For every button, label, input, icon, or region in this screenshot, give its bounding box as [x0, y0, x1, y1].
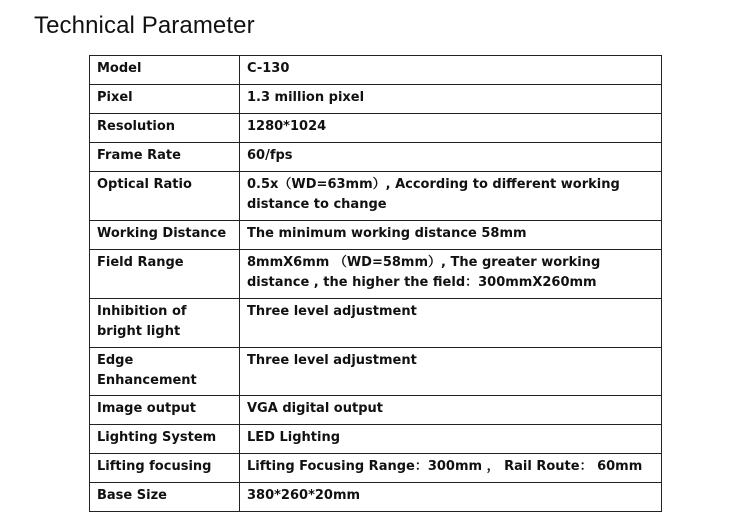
- param-name: Edge Enhancement: [90, 348, 240, 396]
- param-name: Model: [90, 56, 240, 85]
- param-value: Three level adjustment: [240, 299, 662, 348]
- table-row-pixel: [90, 85, 662, 114]
- param-name: Resolution: [90, 114, 240, 143]
- table-row-image-output: [90, 396, 662, 425]
- table-row-inhibition-of-bright-light: [90, 299, 662, 348]
- param-name: Pixel: [90, 85, 240, 114]
- param-value: 1.3 million pixel: [240, 85, 662, 114]
- param-value: LED Lighting: [240, 425, 662, 454]
- table-row-base-size: [90, 483, 662, 512]
- param-value: 8mmX6mm （WD=58mm）, The greater working distance , the higher the field：300mmX260mm: [240, 250, 662, 299]
- param-value: VGA digital output: [240, 396, 662, 425]
- param-name: Lifting focusing: [90, 454, 240, 483]
- table-row-edge-enhancement: [90, 348, 662, 396]
- table-row-optical-ratio: [90, 172, 662, 221]
- param-name: Image output: [90, 396, 240, 425]
- param-name: Lighting System: [90, 425, 240, 454]
- table-row-lighting-system: [90, 425, 662, 454]
- param-value: C-130: [240, 56, 662, 85]
- table-row-working-distance: [90, 221, 662, 250]
- param-value: 1280*1024: [240, 114, 662, 143]
- technical-parameter-table: [89, 55, 662, 512]
- page-title: Technical Parameter: [34, 12, 255, 39]
- param-value: 60/fps: [240, 143, 662, 172]
- param-name: Working Distance: [90, 221, 240, 250]
- table-row-frame-rate: [90, 143, 662, 172]
- param-value: Three level adjustment: [240, 348, 662, 396]
- param-name: Frame Rate: [90, 143, 240, 172]
- param-value: Lifting Focusing Range：300mm ， Rail Route： 60mm: [240, 454, 662, 483]
- param-name: Field Range: [90, 250, 240, 299]
- param-name: Inhibition of bright light: [90, 299, 240, 348]
- table-row-resolution: [90, 114, 662, 143]
- param-value: The minimum working distance 58mm: [240, 221, 662, 250]
- table-row-field-range: [90, 250, 662, 299]
- table-row-lifting-focusing: [90, 454, 662, 483]
- param-name: Optical Ratio: [90, 172, 240, 221]
- param-value: 380*260*20mm: [240, 483, 662, 512]
- table-row-model: [90, 56, 662, 85]
- param-name: Base Size: [90, 483, 240, 512]
- param-value: 0.5x（WD=63mm）, According to different working distance to change: [240, 172, 662, 221]
